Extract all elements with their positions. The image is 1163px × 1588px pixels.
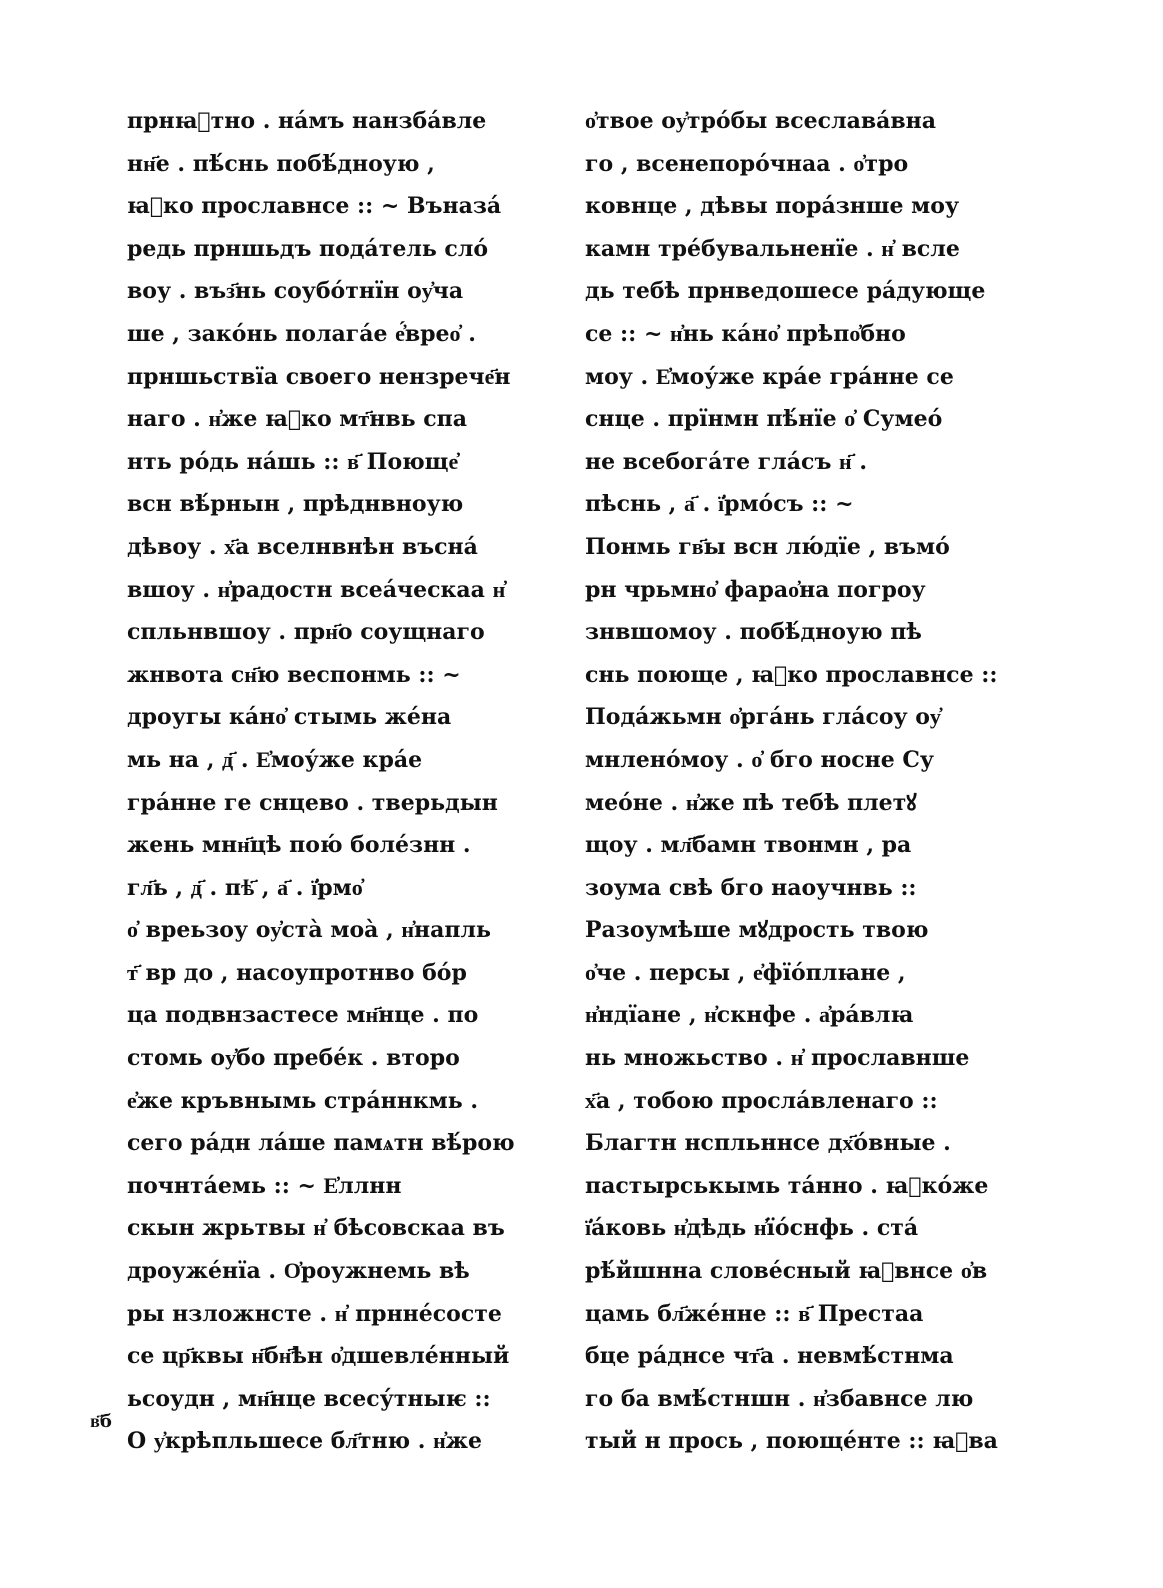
- text-line: щоу . мл҃бамн твонмн , ра: [585, 832, 912, 859]
- text-line: ꙗ҆ко прославнсе :: ~ Въназа́: [127, 193, 502, 220]
- text-line: спльнвшоу . прн҃о соущнаго: [127, 619, 485, 646]
- text-line: скын жрьтвы н҆ бѣсовскаа въ: [127, 1215, 505, 1242]
- text-line: почнта́емь :: ~ Е҆ллнн: [127, 1172, 402, 1199]
- text-line: нть ро́дь на́шь :: в҃ Поюще҆: [127, 448, 459, 475]
- text-line: ьсоудн , мн҃нце всесу́тныѥ ::: [127, 1385, 491, 1412]
- text-line: о҆твое оу҆тро́бы всеслава́вна: [585, 108, 937, 134]
- text-line: О у҆крѣпльшесе бл҃тню . н҆же: [127, 1428, 482, 1455]
- text-line: пѣснь , а҃ . ї҆рмо́съ :: ~: [585, 491, 854, 518]
- text-line: нн҃е . пѣ́снь побѣ́дноую ,: [127, 150, 435, 177]
- text-line: мь на , д҃ . Е҆моу́же кра́е: [127, 746, 423, 773]
- text-line: цамь бл҃же́нне :: в҃ Престаа: [585, 1300, 924, 1327]
- text-line: тый н прось , поюще́нте :: ꙗ҆ва: [585, 1428, 998, 1455]
- text-line: всн вѣ́рнын , прѣднвноую: [127, 491, 464, 518]
- text-line: снце . прїнмн пѣ́нїе о҆ Сумео́: [585, 406, 943, 433]
- text-line: бце ра́днсе чт҃а . невмѣ́стнма: [585, 1343, 954, 1370]
- text-line: е҆же кръвнымь стра́ннкмь .: [127, 1087, 479, 1114]
- text-line: н҆ндїане , н҆скнфе . а҆ра́влꙗ: [585, 1002, 914, 1029]
- margin-folio-mark: в҃б: [90, 1411, 112, 1432]
- text-line: дроугы ка́но҆ стымь же́на: [127, 704, 452, 731]
- text-line: наго . н҆же ꙗ҆ко мт҃нвь спа: [127, 406, 467, 433]
- text-line: се цр҃квы н҃бн҃ѣн о҆дшевле́нный: [127, 1343, 510, 1370]
- text-line: Разоумѣше мꙋдрость твою: [585, 917, 929, 944]
- text-line: Пода́жьмн о҆рга́нь гла́соу оу҆: [585, 704, 941, 731]
- text-line: жнвота сн҃ю веспонмь :: ~: [127, 661, 461, 688]
- text-line: не всебога́те гла́съ н҃ .: [585, 448, 867, 475]
- text-line: х҃а , тобою просла́вленаго ::: [585, 1087, 938, 1114]
- text-line: камн тре́бувальненїе . н҆ всле: [585, 235, 960, 262]
- text-line: ца подвнзастесе мн҃нце . по: [127, 1002, 479, 1029]
- text-line: ше , зако́нь полага́е е҆́врео҆ .: [127, 320, 476, 347]
- text-line: пастырськымь та́нно . ꙗ҆ко́же: [585, 1172, 989, 1199]
- left-text-column: [127, 100, 547, 1463]
- text-line: сего ра́дн ла́ше памѧтн вѣ́рою: [127, 1130, 515, 1157]
- text-line: ры нзложнсте . н҆ прнне́состе: [127, 1300, 502, 1327]
- text-line: гра́нне ге снцево . тверьдын: [127, 789, 498, 816]
- text-line: т҃ вр до , насоупротнво бо́р: [127, 959, 467, 986]
- text-line: ї҆а́ковь н҆дѣдь н҆їо́снфь . ста́: [585, 1215, 919, 1242]
- text-line: гл҃ь , д҃ . пѣ҃ , а҃ . ї҆рмо҆: [127, 874, 363, 901]
- text-line: дѣвоу . х҃а вселнвнѣн въсна́: [127, 533, 478, 560]
- text-line: жень мнн҃цѣ пою́ боле́знн .: [127, 832, 471, 859]
- text-line: нь множьство . н҆ прославнше: [585, 1045, 970, 1072]
- text-line: мнлено́моу . о҆ бго носне Су: [585, 746, 935, 773]
- text-line: рѣ́йшнна слове́сный ꙗ҆внсе о҆в: [585, 1258, 988, 1285]
- text-line: Понмь гв҃ы всн лю́дїе , въмо́: [585, 533, 950, 560]
- text-line: дроуже́нїа . О҆роужнемь вѣ: [127, 1258, 470, 1285]
- text-line: ковнце , дѣвы пора́знше моу: [585, 193, 960, 220]
- text-line: воу . въз҃нь соубо́тнїн оу҆ча: [127, 278, 464, 305]
- text-line: снь поюще , ꙗ҆ко прославнсе ::: [585, 661, 998, 688]
- text-line: вшоу . н҆радостн всеа́ческаа н҆: [127, 576, 506, 603]
- text-line: прнꙗ҆тно . на́мъ нанзба́вле: [127, 108, 487, 134]
- text-line: о҆че . персы , е҆фїо́плꙗне ,: [585, 959, 906, 986]
- text-line: мео́не . н҆же пѣ тебѣ плетꙋ: [585, 789, 917, 816]
- text-line: знвшомоу . побѣ́дноую пѣ: [585, 619, 922, 646]
- text-line: го , всенепоро́чнаа . о҆тро: [585, 150, 909, 177]
- text-line: го ба вмѣ́стншн . н҆збавнсе лю: [585, 1385, 974, 1412]
- text-line: се :: ~ н҆нь ка́но҆ прѣпо҆бно: [585, 320, 906, 347]
- text-line: моу . Е҆моу́же кра́е гра́нне се: [585, 363, 954, 390]
- text-line: Благтн нспльннсе дх҃о́вные .: [585, 1130, 951, 1157]
- text-line: стомь оу҆бо пребе́к . второ: [127, 1045, 460, 1072]
- text-line: прншьствїа своего нензрече҃н: [127, 363, 511, 390]
- text-line: дь тебѣ прнведошесе ра́дующе: [585, 278, 986, 305]
- text-line: зоума свѣ бго наоучнвь ::: [585, 874, 917, 901]
- text-line: рн чрьмно҆ фарао҆на погроу: [585, 576, 926, 603]
- right-text-column: [585, 100, 1005, 1463]
- text-line: о҆ вреьзоу оу҆ста̀ моа̀ , н҆напль: [127, 917, 491, 944]
- text-line: редь прншьдъ пода́тель сло́: [127, 235, 489, 262]
